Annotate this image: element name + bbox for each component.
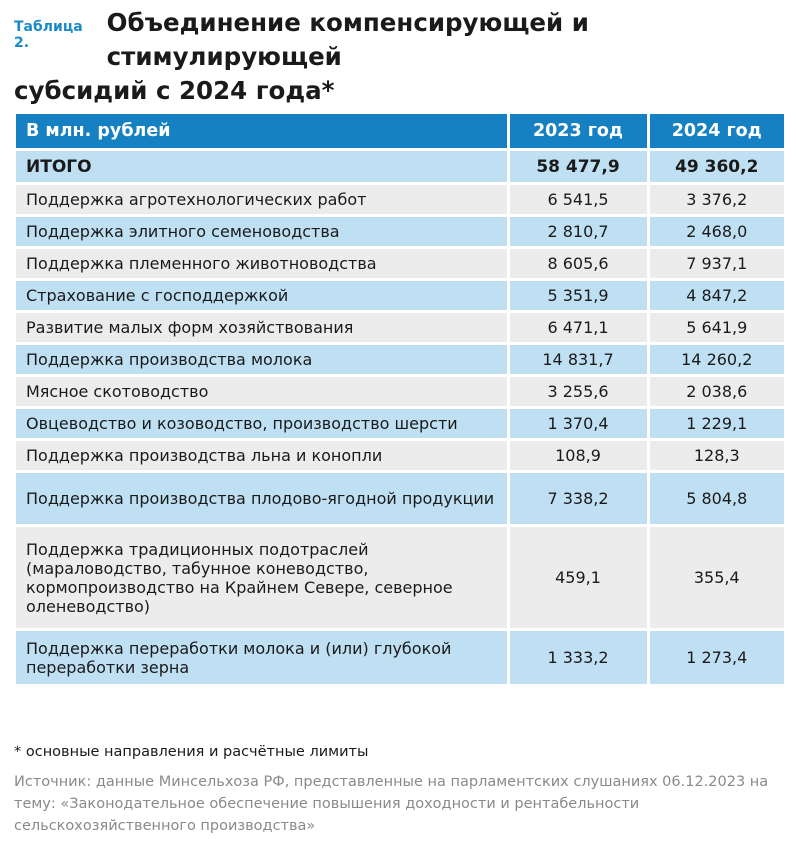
table-row	[16, 248, 784, 280]
row-name: Развитие малых форм хозяйствования	[16, 312, 508, 344]
table-header-row	[16, 114, 784, 150]
row-value-2023: 3 255,6	[508, 376, 648, 408]
table-row	[16, 440, 784, 472]
row-value-2024: 14 260,2	[648, 344, 784, 376]
row-value-2024: 128,3	[648, 440, 784, 472]
table-row	[16, 184, 784, 216]
row-value-2024: 49 360,2	[648, 150, 784, 184]
footnote: * основные направления и расчётные лимиты	[14, 744, 369, 760]
table-title-line2: субсидий с 2024 года*	[14, 76, 335, 105]
row-name: Поддержка производства льна и конопли	[16, 440, 508, 472]
table-row	[16, 280, 784, 312]
table-row	[16, 344, 784, 376]
row-name: Поддержка традиционных подотраслей (мараловодство, табунное коневодство, кормопроизводство на Крайнем Севере, северное оленеводство)	[16, 526, 508, 630]
header-2023: 2023 год	[508, 114, 648, 150]
row-value-2024: 7 937,1	[648, 248, 784, 280]
table-row	[16, 216, 784, 248]
row-value-2023: 5 351,9	[508, 280, 648, 312]
row-value-2023: 6 471,1	[508, 312, 648, 344]
table-title-line1: Объединение компенсирующей и стимулирующей	[106, 8, 589, 71]
row-value-2023: 8 605,6	[508, 248, 648, 280]
row-value-2023: 459,1	[508, 526, 648, 630]
header-units: В млн. рублей	[16, 114, 508, 150]
source-note: Источник: данные Минсельхоза РФ, представленные на парламентских слушаниях 06.12.2023 на тему: «Законодательное обеспечение повышения доходности и рентабельности сельскохозяйственного производства»	[14, 774, 769, 834]
row-value-2023: 108,9	[508, 440, 648, 472]
row-name: Поддержка элитного семеноводства	[16, 216, 508, 248]
table-caption	[14, 6, 784, 108]
table-row	[16, 472, 784, 526]
row-value-2024: 5 804,8	[648, 472, 784, 526]
row-value-2024: 4 847,2	[648, 280, 784, 312]
row-value-2024: 1 229,1	[648, 408, 784, 440]
row-value-2024: 2 038,6	[648, 376, 784, 408]
table-row	[16, 312, 784, 344]
row-name: Поддержка переработки молока и (или) глубокой переработки зерна	[16, 630, 508, 686]
row-value-2024: 3 376,2	[648, 184, 784, 216]
row-name: Овцеводство и козоводство, производство шерсти	[16, 408, 508, 440]
table-row-total	[16, 150, 784, 184]
table-row	[16, 376, 784, 408]
row-value-2023: 14 831,7	[508, 344, 648, 376]
row-name: Поддержка племенного животноводства	[16, 248, 508, 280]
row-value-2024: 2 468,0	[648, 216, 784, 248]
row-value-2024: 355,4	[648, 526, 784, 630]
row-value-2024: 5 641,9	[648, 312, 784, 344]
row-value-2024: 1 273,4	[648, 630, 784, 686]
row-value-2023: 58 477,9	[508, 150, 648, 184]
row-value-2023: 1 370,4	[508, 408, 648, 440]
row-name: Поддержка производства плодово-ягодной продукции	[16, 472, 508, 526]
table-row	[16, 526, 784, 630]
row-name: Мясное скотоводство	[16, 376, 508, 408]
row-value-2023: 7 338,2	[508, 472, 648, 526]
row-name: ИТОГО	[16, 150, 508, 184]
row-value-2023: 6 541,5	[508, 184, 648, 216]
header-2024: 2024 год	[648, 114, 784, 150]
row-value-2023: 1 333,2	[508, 630, 648, 686]
row-name: Страхование с господдержкой	[16, 280, 508, 312]
table-number-label: Таблица 2.	[14, 19, 83, 51]
row-value-2023: 2 810,7	[508, 216, 648, 248]
row-name: Поддержка производства молока	[16, 344, 508, 376]
subsidy-table	[16, 114, 784, 687]
row-name: Поддержка агротехнологических работ	[16, 184, 508, 216]
table-row	[16, 408, 784, 440]
table-row	[16, 630, 784, 686]
